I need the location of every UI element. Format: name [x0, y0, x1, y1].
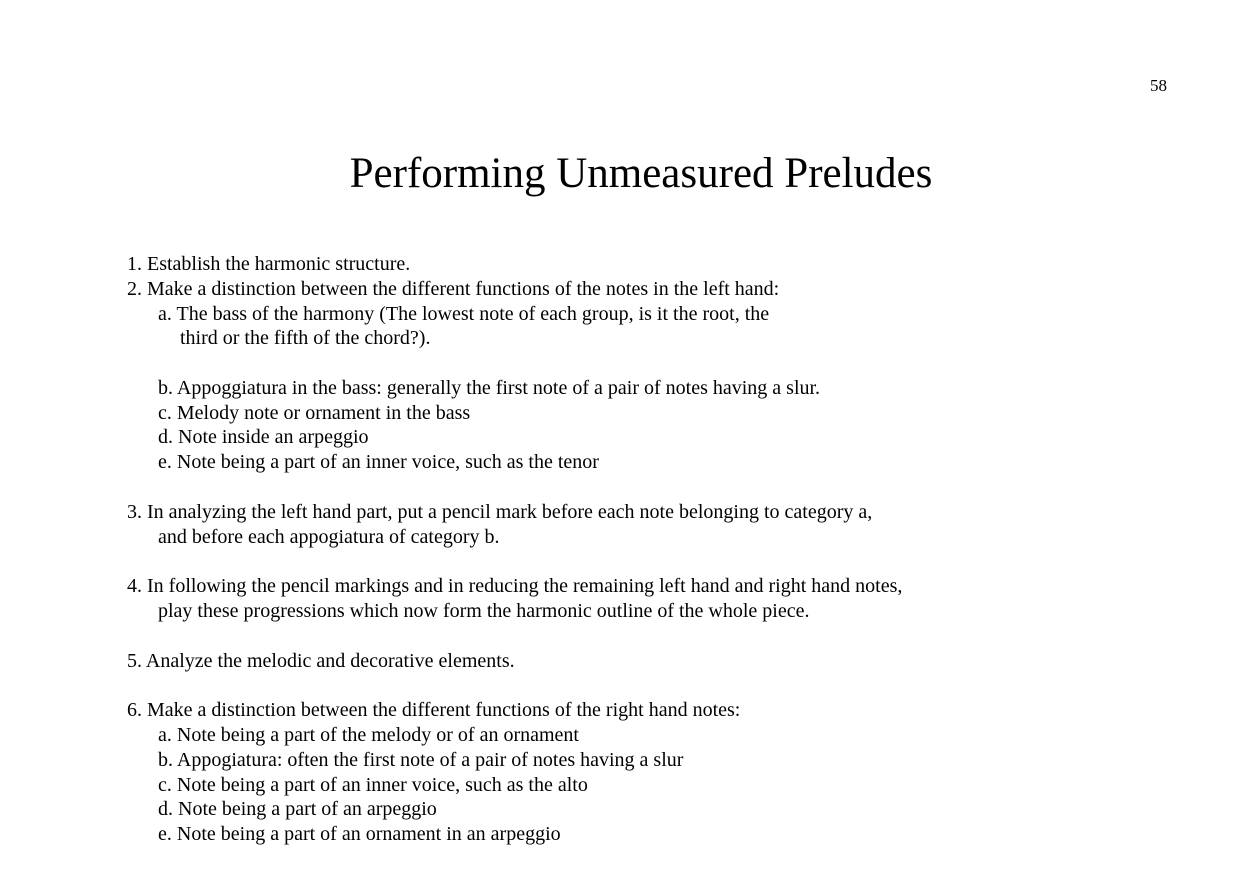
list-item: 2. Make a distinction between the different functions of the notes in the left hand: — [127, 278, 780, 300]
page-number: 58 — [1150, 76, 1167, 95]
list-subitem: d. Note inside an arpeggio — [158, 426, 369, 448]
list-subitem: b. Appoggiatura in the bass: generally the first note of a pair of notes having a slur. — [158, 377, 821, 399]
list-subitem: b. Appogiatura: often the first note of a pair of notes having a slur — [158, 749, 684, 771]
list-item-continuation: and before each appogiatura of category b. — [158, 526, 500, 548]
list-item: 1. Establish the harmonic structure. — [127, 253, 411, 275]
list-subitem-continuation: third or the fifth of the chord?). — [180, 327, 431, 349]
list-subitem: d. Note being a part of an arpeggio — [158, 798, 437, 820]
list-subitem: a. Note being a part of the melody or of an ornament — [158, 724, 579, 746]
list-subitem: c. Note being a part of an inner voice, such as the alto — [158, 774, 588, 796]
page-title: Performing Unmeasured Preludes — [349, 150, 933, 197]
list-item: 4. In following the pencil markings and in reducing the remaining left hand and right hand notes, — [127, 575, 903, 597]
list-subitem: e. Note being a part of an inner voice, such as the tenor — [158, 451, 599, 473]
list-item: 3. In analyzing the left hand part, put a pencil mark before each note belonging to category a, — [127, 501, 873, 523]
list-subitem: e. Note being a part of an ornament in an arpeggio — [158, 823, 561, 845]
list-subitem: a. The bass of the harmony (The lowest note of each group, is it the root, the — [158, 303, 770, 325]
list-item: 5. Analyze the melodic and decorative elements. — [127, 650, 515, 672]
list-subitem: c. Melody note or ornament in the bass — [158, 402, 471, 424]
list-item-continuation: play these progressions which now form the harmonic outline of the whole piece. — [158, 600, 810, 622]
list-item: 6. Make a distinction between the different functions of the right hand notes: — [127, 699, 741, 721]
